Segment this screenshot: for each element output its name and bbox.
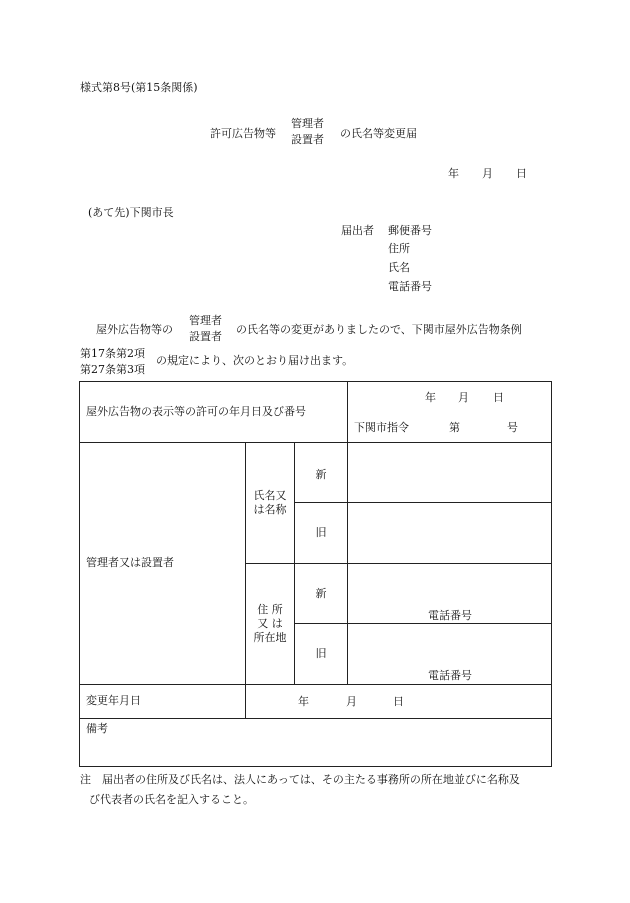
- date-year: 年: [448, 167, 459, 180]
- addr-new-label: 新: [295, 564, 348, 624]
- name-new-row: [80, 443, 552, 503]
- addr-new-value[interactable]: [348, 564, 552, 624]
- title-stack-bottom: 設置者: [291, 133, 324, 146]
- permit-label: 屋外広告物の表示等の許可の年月日及び番号: [80, 382, 348, 443]
- permit-city: 下関市指令: [354, 421, 410, 434]
- remarks-row: [80, 719, 552, 767]
- note-line2: び代表者の氏名を記入すること。: [89, 793, 254, 806]
- remarks-label[interactable]: 備考: [80, 719, 552, 767]
- title-prefix: 許可広告物等: [210, 127, 276, 140]
- applicant-address: 住所: [388, 242, 410, 255]
- form-number: 様式第8号(第15条関係): [80, 81, 198, 94]
- date-day: 日: [516, 167, 527, 180]
- applicant-label: 届出者: [341, 224, 374, 237]
- addr-old-label: 旧: [295, 624, 348, 685]
- name-label-line1: 氏名又: [253, 488, 287, 502]
- note: [80, 770, 554, 810]
- permit-year: 年: [425, 391, 437, 404]
- addr-old-phone-label: 電話番号: [428, 669, 473, 682]
- name-new-value[interactable]: [348, 443, 552, 503]
- applicant-name: 氏名: [388, 261, 410, 274]
- title-suffix: の氏名等変更届: [340, 127, 417, 140]
- note-line1: 注 届出者の住所及び氏名は、法人にあっては、その主たる事務所の所在地並びに名称及: [80, 773, 520, 786]
- change-month: 月: [346, 695, 357, 708]
- address-label-line2: 又 は: [257, 616, 283, 630]
- change-date-label: 変更年月日: [80, 685, 246, 719]
- address-label-line3: 所在地: [253, 631, 287, 645]
- addressee: (あて先)下関市長: [88, 206, 174, 219]
- body-line2-suffix: の規定により、次のとおり届け出ます。: [156, 354, 354, 367]
- title-stack-top: 管理者: [291, 117, 324, 130]
- body-line1-stack-bottom: 設置者: [189, 330, 222, 343]
- change-date-row: [80, 685, 552, 719]
- manager-label: 管理者又は設置者: [80, 443, 246, 685]
- body-line2-stack-bottom: 第27条第3項: [80, 363, 145, 376]
- permit-row: [80, 382, 552, 443]
- addr-old-value[interactable]: [348, 624, 552, 685]
- permit-value-cell[interactable]: [348, 382, 552, 443]
- applicant-postal-code: 郵便番号: [388, 224, 432, 237]
- change-year: 年: [298, 695, 309, 708]
- name-old-label: 旧: [295, 503, 348, 564]
- title-stack: [291, 116, 324, 148]
- body-line1-stack: [189, 313, 222, 345]
- name-label: [246, 443, 295, 564]
- permit-go: 号: [507, 421, 519, 434]
- form-table: [79, 381, 552, 767]
- body-line1-prefix: 屋外広告物等の: [96, 323, 173, 336]
- body-line2-stack-top: 第17条第2項: [80, 347, 145, 360]
- body-line1-stack-top: 管理者: [189, 314, 222, 327]
- addr-new-phone-label: 電話番号: [428, 609, 473, 622]
- body-line2-stack: [80, 346, 145, 378]
- date-month: 月: [482, 167, 493, 180]
- body-line1-suffix: の氏名等の変更がありましたので、下関市屋外広告物条例: [236, 323, 522, 336]
- permit-day: 日: [493, 391, 505, 404]
- name-label-line2: は名称: [253, 503, 287, 516]
- change-date-value[interactable]: [246, 685, 552, 719]
- name-new-label: 新: [295, 443, 348, 503]
- address-label-line1: 住 所: [257, 602, 283, 616]
- name-old-value[interactable]: [348, 503, 552, 564]
- permit-dai: 第: [449, 421, 461, 434]
- permit-month: 月: [458, 391, 470, 404]
- address-label: [246, 564, 295, 685]
- applicant-phone: 電話番号: [388, 280, 432, 293]
- change-day: 日: [393, 695, 404, 708]
